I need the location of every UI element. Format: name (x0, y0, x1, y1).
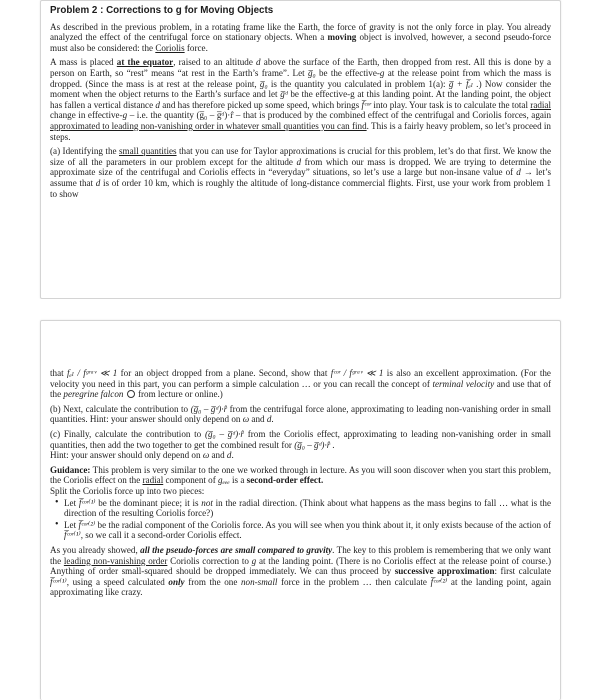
problem-title: Problem 2 : Corrections to g for Moving Objects (50, 5, 274, 16)
part-a-paragraph: (a) Identifying the small quantities that you can use for Taylor approximations is crucial for this problem, let’s do that first. We know the size of all the parameters in our problem except for the altitude d from which our mass is dropped. We are trying to determine the approximate size of the centrifugal and Coriolis effects in “everyday” situations, so let’s use a large but non-insane value of d → let’s assume that d is of order 10 km, which is roughly the altitude of long-distance commercial flights. First, use your work from problem 1 to show (50, 146, 552, 199)
circle-icon (127, 390, 135, 398)
part-b-paragraph: (b) Next, calculate the contribution to (g̅₀ – g̅ᵈ)·r̂ from the centrifugal force alone, approximating to leading non-vanishing order in small quantities. Hint: your answer should only depend on ω and d. (50, 403, 551, 425)
mass-paragraph: A mass is placed at the equator, raised to an altitude d above the surface of the Earth, then dropped from rest. All this is done by a person on Earth, so “rest” means “at rest in the Earth’s frame”. Let g̅₀ be the effective-g at the release point from which the mass is dropped. (Since the mass is at rest at the release point, g̅₀ is the quantity you calculated in problem 1(a): g̅ + f̅ₑₗ .) Now consider the moment when the object returns to the Earth’s surface and let g̅ᵈ be the effective-g at this landing point. At the landing point, the object has fallen a vertical distance d and has therefore picked up some speed, which brings f̅ᶜᵒʳ into play. Your task is to calculate the total radial change in effective-g – i.e. the quantity (g̅₀ – g̅ᵈ)·r̂ – that is produced by the combined effect of the centrifugal and Coriolis forces, again approximated to leading non-vanishing order in whatever small quantities you can find. This is a fairly heavy problem, so let’s proceed in steps. (50, 57, 551, 142)
part-c-paragraph: (c) Finally, calculate the contribution to (g̅₀ – g̅ᵈ)·r̂ from the Coriolis effect, approximating to leading non-vanishing order in small quantities, then add the two together to get the combined result for (g̅₀ – g̅ᵈ)·r̂ . Hint: your answer should only depend on ω and d. (50, 428, 551, 461)
page-break (0, 299, 597, 320)
small-quantities-underline: small quantities (119, 146, 177, 157)
coriolis-pieces-list (50, 498, 551, 541)
radial-underline: radial (530, 99, 551, 110)
list-item: • Let f̅ᶜᵒʳ⁽¹⁾ be the dominant piece; it is not in the radial direction. (Think about what happens as the mass begins to fall … what is the direction of the resulting Coriolis force?) (64, 498, 551, 519)
guidance-split: Split the Coriolis force up into two pieces: (50, 485, 205, 496)
moving-emphasis: moving (327, 32, 357, 43)
page-top (40, 0, 561, 299)
coriolis-link: Coriolis (155, 42, 185, 53)
guidance-label: Guidance: (50, 464, 91, 475)
guidance-paragraph: Guidance: This problem is very similar to the one we worked through in lecture. As you will soon discover when you start this problem, the Coriolis effect on the radial component of gₑₑₑ is a second-order effect. (50, 464, 551, 486)
intro-paragraph: As described in the previous problem, in a rotating frame like the Earth, the force of gravity is not the only force in play. You already analyzed the effect of the centrifugal force on stationary objects. When a moving object is involved, however, a second pseudo-force must also be considered: the Coriolis force. (50, 21, 551, 53)
continuation-paragraph: that fₑₗ / fᵍʳᵃᵛ ≪ 1 for an object dropped from a plane. Second, show that fᶜᵒʳ / fᵍʳᵃᵛ ≪ 1 is also an excellent approximation. (For the velocity you need in this part, you can perform a simple calculation … or you can recall the concept of terminal velocity and use that of the peregrine falcon from lecture or online.) (50, 368, 551, 400)
page-bottom (40, 320, 561, 700)
equator-emphasis: at the equator (116, 57, 174, 68)
approx-underline: approximated to leading non-vanishing order in whatever small quantities you can find (50, 120, 367, 131)
final-paragraph: As you already showed, all the pseudo-forces are small compared to gravity. The key to this problem is remembering that we only want the leading non-vanishing order Coriolis correction to g at the landing point. (There is no Coriolis effect at the release point of course.) Anything of order small-squared should be dropped immediately. We can thus proceed by successive approximation: first calculate f̅ᶜᵒʳ⁽¹⁾, using a speed calculated only from the one non-small force in the problem … then calculate f̅ᶜᵒʳ⁽²⁾ at the landing point, again approximating like crazy. (50, 544, 552, 598)
list-item: • Let f̅ᶜᵒʳ⁽²⁾ be the radial component of the Coriolis force. As you will see when you think about it, it only exists because of the action of f̅ᶜᵒʳ⁽¹⁾, so we call it a second-order Coriolis effect. (64, 520, 551, 541)
